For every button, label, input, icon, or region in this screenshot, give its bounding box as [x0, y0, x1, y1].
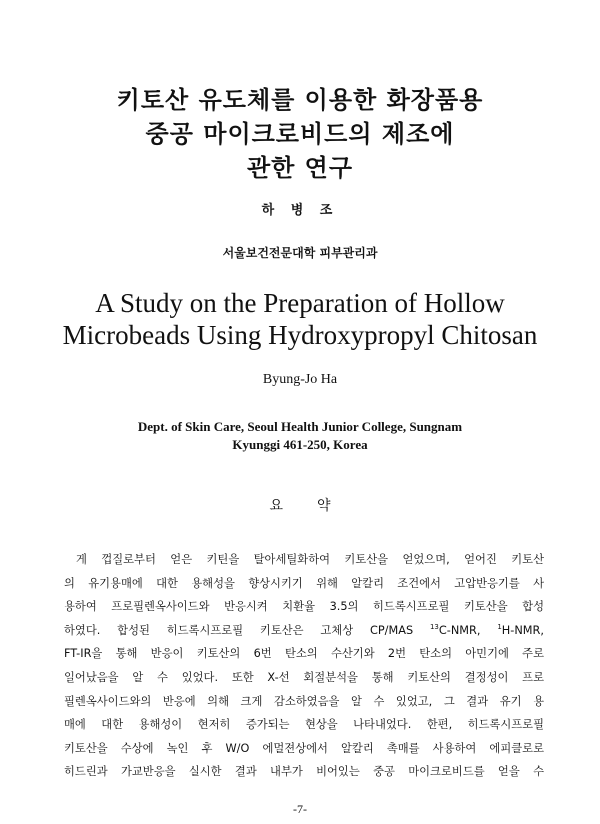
korean-title-line-3: 관한 연구	[246, 154, 354, 182]
korean-author: 하 병 조	[261, 203, 339, 218]
page-number: -7-	[293, 802, 307, 816]
abstract-line: 용하여 프로필렌옥사이드와 반응시켜 치환율 3.5의 히드록시프로필 키토산을 합성	[64, 600, 544, 614]
abstract-line-segment: C-NMR,	[438, 623, 498, 637]
english-affiliation-line-2: Kyunggi 461-250, Korea	[232, 437, 368, 452]
abstract-line: 필렌옥사이드와의 반응에 의해 크게 감소하였음을 알 수 있었고, 그 결과 유기 용	[64, 694, 544, 708]
abstract-line: 매에 대한 용해성이 현저히 증가되는 현상을 나타내었다. 한편, 히드록시프로필	[64, 718, 544, 732]
abstract-line	[64, 619, 544, 643]
korean-affiliation: 서울보건전문대학 피부관리과	[222, 246, 378, 260]
abstract-line: 히드린과 가교반응을 실시한 결과 내부가 비어있는 중공 마이크로비드를 얻을 수	[64, 765, 544, 779]
superscript-1: 1	[497, 623, 502, 632]
korean-title-line-2: 중공 마이크로비드의 제조에	[145, 120, 455, 148]
abstract-body	[64, 548, 544, 784]
abstract-heading-char-1: 요	[269, 498, 283, 514]
english-affiliation-line-1: Dept. of Skin Care, Seoul Health Junior College, Sungnam	[137, 419, 463, 434]
abstract-line-segment: H-NMR,	[501, 623, 544, 637]
abstract-heading-char-2: 약	[317, 498, 331, 514]
abstract-line: 키토산을 수상에 녹인 후 W/O 에멀젼상에서 알칼리 촉매를 사용하여 에피클로로	[64, 741, 544, 755]
abstract-line: 의 유기용매에 대한 용해성을 향상시키기 위해 알칼리 조건에서 고압반응기를 사	[64, 576, 544, 590]
abstract-line: 게 껍질로부터 얻은 키틴을 탈아세틸화하여 키토산을 얻었으며, 얻어진 키토산	[76, 553, 544, 566]
english-title-line-1: A Study on the Preparation of Hollow	[95, 288, 505, 318]
abstract-line: 일어났음을 알 수 있었다. 또한 X-선 회절분석을 통해 키토산의 결정성이 프로	[64, 670, 544, 684]
abstract-line-segment: 하였다. 합성된 히드록시프로필 키토산은 고체상 CP/MAS	[64, 623, 430, 637]
english-title-line-2: Microbeads Using Hydroxypropyl Chitosan	[62, 320, 538, 350]
superscript-13: 13	[429, 623, 439, 632]
abstract-line: FT-IR을 통해 반응이 키토산의 6번 탄소의 수산기와 2번 탄소의 아민기에 주로	[64, 647, 544, 661]
abstract-heading	[0, 497, 600, 515]
korean-title-line-1: 키토산 유도체를 이용한 화장품용	[116, 86, 484, 114]
english-author: Byung-Jo Ha	[262, 372, 338, 387]
